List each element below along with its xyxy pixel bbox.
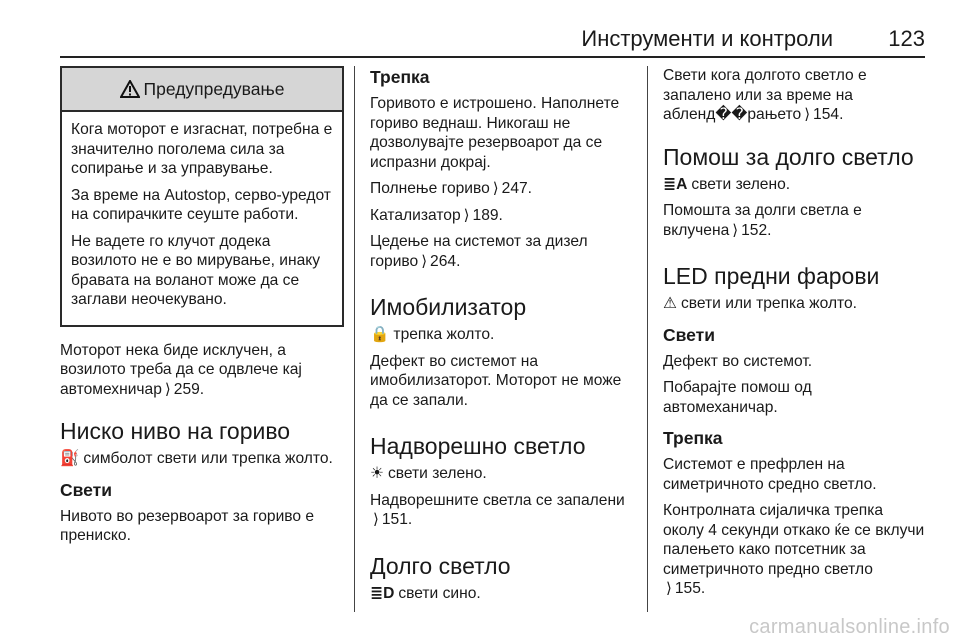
column-2	[370, 66, 632, 610]
subheading-trepka: Трепка	[663, 428, 723, 448]
header-title: Инструменти и контроли	[581, 26, 833, 51]
page-ref-icon: ⟩	[732, 221, 739, 239]
warning-paragraph: Кога моторот е изгаснат, потребна е значително поголема сила за сопирање и за управување.	[71, 121, 333, 177]
subheading-svetis: Свети	[60, 479, 112, 500]
led-warning-icon: ⚠	[663, 295, 677, 312]
page-ref-icon: ⟩	[463, 206, 470, 224]
page-ref-icon: ⟩	[164, 380, 171, 398]
header-rule	[60, 56, 925, 58]
column-3	[663, 66, 925, 606]
warning-paragraph: Не вадете го клучот додека возилото не е во мирување, инаку бравата на воланот може да се заглави неочекувано.	[71, 232, 321, 308]
page-ref-icon: ⟩	[492, 180, 499, 197]
warning-body	[62, 112, 342, 325]
page-ref-icon: ⟩	[421, 252, 428, 270]
page-ref-icon: ⟩	[373, 511, 379, 528]
column-divider	[354, 66, 355, 612]
catalyst-ref-line: Катализатор ⟩ 189.	[370, 206, 503, 224]
section-heading-exterior-light: Надворешно светло	[370, 433, 586, 459]
trepka-text: Горивото е истрошено. Наполнете гориво веднаш. Никогаш не дозволувајте резервоарот да се испразни докрај.	[370, 95, 620, 171]
section-heading-led: LED предни фарови	[663, 263, 880, 289]
high-beam-assist-icon: ≣A	[663, 175, 688, 193]
high-beam-icon: ≣D	[370, 584, 395, 602]
high-beam-assist-desc: Помошта за долги светла е вклучена ⟩ 152.	[663, 202, 862, 239]
column-1	[60, 66, 344, 553]
exterior-light-desc: Надворешните светла се запалени ⟩ 151.	[370, 491, 625, 528]
subheading-svetis: Свети	[663, 324, 715, 345]
immobilizer-icon: 🔒	[370, 326, 390, 343]
towing-paragraph: Моторот нека биде исклучен, а возилото треба да се одвлече кај автомехничар ⟩ 259.	[60, 341, 302, 398]
led-svetis-p1: Дефект во системот.	[663, 352, 813, 370]
high-beam-assist-status: ≣A свети зелено.	[663, 175, 791, 193]
section-heading-immobilizer: Имобилизатор	[370, 294, 527, 320]
led-trepka-p2: Контролната сијаличка трепка околу 4 секунди откако ќе се вклучи палењето како потсетник за симетричното предно светло ⟩ 155.	[663, 502, 925, 597]
page-ref-icon: ⟩	[804, 106, 811, 123]
warning-header	[62, 68, 342, 112]
watermark: carmanualsonline.info	[749, 616, 950, 638]
led-svetis-p2: Побарајте помош од автомеханичар.	[663, 379, 812, 416]
led-status: ⚠ свети или трепка жолто.	[663, 295, 858, 312]
section-heading-high-beam-assist: Помош за долго светло	[663, 143, 914, 170]
subheading-trepka: Трепка	[370, 67, 430, 87]
exterior-light-icon: ☀	[370, 465, 384, 482]
exterior-light-status: ☀ свети зелено.	[370, 465, 487, 482]
warning-box	[60, 66, 344, 327]
warning-paragraph: За време на Autostop, серво-уредот на сопирачките сеуште работи.	[71, 186, 331, 223]
immobilizer-status: 🔒 трепка жолто.	[370, 326, 495, 343]
high-beam-desc: Свети кога долгото светло е запалено или за време на абленд��рањето ⟩ 154.	[663, 67, 867, 123]
page-number: 123	[888, 26, 925, 51]
section-heading-high-beam: Долго светло	[370, 552, 511, 579]
diesel-ref-line: Цедење на системот за дизел гориво ⟩ 264.	[370, 233, 588, 270]
led-trepka-p1: Системот е префрлен на симетричното средно светло.	[663, 456, 877, 493]
immobilizer-desc: Дефект во системот на имобилизаторот. Моторот не може да се запали.	[370, 352, 622, 409]
page-header	[60, 22, 925, 58]
fuel-ref-line: Полнење гориво ⟩ 247.	[370, 180, 532, 197]
low-fuel-svetis-text: Нивото во резервоарот за гориво е прениско.	[60, 507, 315, 544]
warning-triangle-icon	[120, 80, 140, 98]
section-heading-low-fuel: Ниско ниво на гориво	[60, 418, 291, 444]
column-divider	[647, 66, 648, 612]
warning-title: Предупредување	[143, 78, 285, 99]
high-beam-status: ≣D свети сино.	[370, 584, 481, 602]
fuel-pump-icon: ⛽	[60, 450, 80, 467]
page-ref-icon: ⟩	[666, 580, 672, 597]
low-fuel-desc: ⛽ симболот свети или трепка жолто.	[60, 450, 333, 467]
